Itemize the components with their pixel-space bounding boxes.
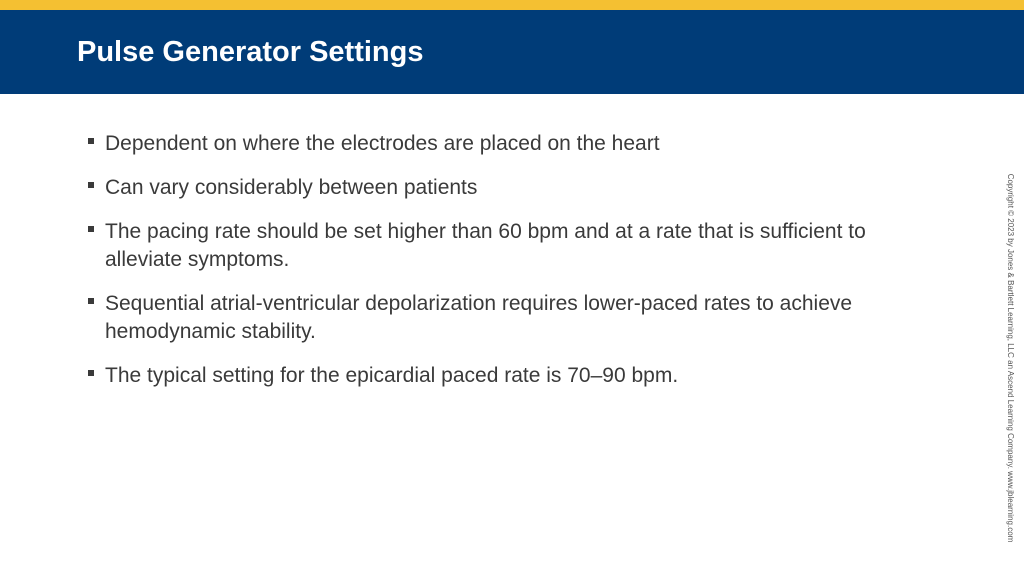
bullet-text: The typical setting for the epicardial paced rate is 70–90 bpm. — [105, 364, 679, 387]
title-bar — [0, 10, 1024, 94]
bullet-item — [86, 130, 946, 158]
bullet-item — [86, 174, 946, 202]
square-bullet-icon — [88, 226, 94, 232]
square-bullet-icon — [88, 182, 94, 188]
bullet-item — [86, 218, 946, 274]
square-bullet-icon — [88, 138, 94, 144]
bullet-text: Sequential atrial-ventricular depolarization requires lower-paced rates to achieve hemodynamic stability. — [105, 292, 853, 343]
square-bullet-icon — [88, 370, 94, 376]
bullet-list — [86, 130, 946, 406]
square-bullet-icon — [88, 298, 94, 304]
copyright-notice: Copyright © 2023 by Jones & Bartlett Learning, LLC an Ascend Learning Company. www.jblearning.com — [1006, 173, 1015, 543]
accent-stripe — [0, 0, 1024, 10]
bullet-item — [86, 362, 946, 390]
slide-title: Pulse Generator Settings — [77, 36, 424, 68]
bullet-text: The pacing rate should be set higher than 60 bpm and at a rate that is sufficient to alleviate symptoms. — [105, 220, 866, 271]
bullet-item — [86, 290, 946, 346]
bullet-text: Dependent on where the electrodes are placed on the heart — [105, 132, 660, 155]
bullet-text: Can vary considerably between patients — [105, 176, 478, 199]
